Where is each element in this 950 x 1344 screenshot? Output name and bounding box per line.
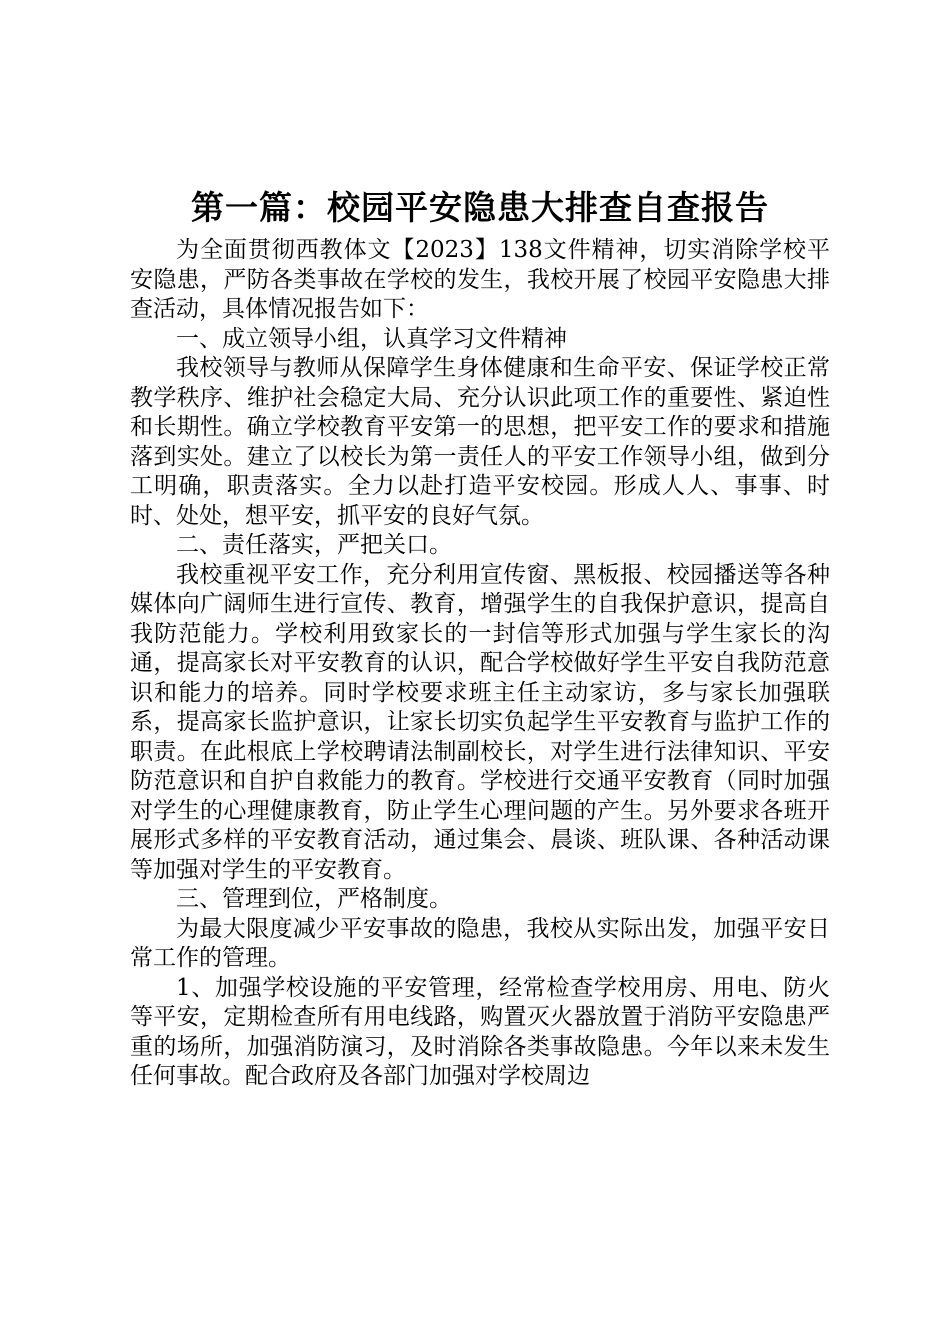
section-heading-1: 一、成立领导小组，认真学习文件精神: [176, 325, 567, 352]
section-heading-3: 三、管理到位，严格制度。: [176, 886, 452, 912]
section-body-3: 为最大限度减少平安事故的隐患，我校从实际出发，加强平安日常工作的管理。: [130, 915, 830, 971]
section-body-1: 我校领导与教师从保障学生身体健康和生命平安、保证学校正常教学秩序、维护社会稳定大局、充分认识此项工作的重要性、紧迫性和长期性。确立学校教育平安第一的思想，把平安工作的要求和措施落到实处。建立了以校长为第一责任人的平安工作领导小组，做到分工明确，职责落实。全力以赴打造平安校园。形成人人、事事、时时、处处，想平安，抓平安的良好气氛。: [130, 355, 830, 529]
document-page: [130, 180, 830, 1092]
section-body-2: 我校重视平安工作，充分利用宣传窗、黑板报、校园播送等各种媒体向广阔师生进行宣传、教育，增强学生的自我保护意识，提高自我防范能力。学校利用致家长的一封信等形式加强与学生家长的沟通，提高家长对平安教育的认识，配合学校做好学生平安自我防范意识和能力的培养。同时学校要求班主任主动家访，多与家长加强联系，提高家长监护意识，让家长切实负起学生平安教育与监护工作的职责。在此根底上学校聘请法制副校长，对学生进行法律知识、平安防范意识和自护自救能力的教育。学校进行交通平安教育（同时加强对学生的心理健康教育，防止学生心理问题的产生。另外要求各班开展形式多样的平安教育活动，通过集会、晨谈、班队课、各种活动课等加强对学生的平安教育。: [130, 561, 830, 883]
section-heading-2: 二、责任落实，严把关口。: [176, 532, 452, 558]
document-title: 第一篇：校园平安隐患大排查自查报告: [191, 188, 769, 227]
section-item-1: 1、加强学校设施的平安管理，经常检查学校用房、用电、防火等平安，定期检查所有用电线路，购置灭火器放置于消防平安隐患严重的场所，加强消防演习，及时消除各类事故隐患。今年以来未发生任何事故。配合政府及各部门加强对学校周边: [130, 974, 830, 1089]
intro-paragraph: 为全面贯彻西教体文【2023】138文件精神，切实消除学校平安隐患，严防各类事故在学校的发生，我校开展了校园平安隐患大排查活动，具体情况报告如下：: [130, 237, 830, 322]
